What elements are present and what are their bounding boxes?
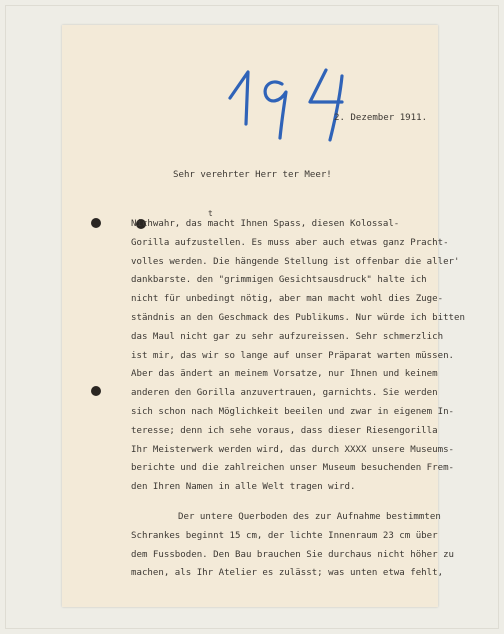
folio-number-drawing: [224, 58, 358, 148]
body-line: Ihr Meisterwerk werden wird, das durch XXXX unsere Museums-: [131, 444, 455, 455]
letter-body: [131, 219, 465, 587]
body-line: berichte und die zahlreichen unser Museum besuchenden Frem-: [131, 463, 455, 474]
body-line: dem Fussboden. Den Bau brauchen Sie durchaus nicht höher zu: [131, 549, 455, 560]
body-line: sich schon nach Möglichkeit beeilen und zwar in eigenem In-: [131, 406, 455, 417]
body-line: Aber das ändert an meinem Vorsatze, nur Ihnen und keinem: [131, 369, 438, 380]
body-line: Der untere Querboden des zur Aufnahme bestimmten: [178, 511, 441, 522]
letter-salutation: Sehr verehrter Herr ter Meer!: [173, 170, 332, 180]
handwritten-folio-number: [224, 58, 358, 148]
body-line: Gorilla aufzustellen. Es muss aber auch etwas ganz Pracht-: [131, 237, 449, 248]
body-line: Nichwahr, das macht Ihnen Spass, diesen Kolossal-: [131, 219, 400, 229]
body-line: das Maul nicht gar zu sehr aufzureissen. Sehr schmerzlich: [131, 331, 444, 342]
punch-hole: [91, 218, 101, 228]
folio-number-text: [224, 58, 226, 59]
body-line: volles werden. Die hängende Stellung ist offenbar die aller': [131, 256, 460, 267]
letter-date: 2. Dezember 1911.: [334, 113, 428, 123]
body-line: nicht für unbedingt nötig, aber man macht wohl dies Zuge-: [131, 294, 444, 305]
punch-hole: [91, 386, 101, 396]
inserted-letter-mark: t: [208, 209, 213, 218]
body-line: dankbarste. den "grimmigen Gesichtsausdruck" halte ich: [131, 275, 427, 286]
body-line: Schrankes beginnt 15 cm, der lichte Innenraum 23 cm über: [131, 530, 438, 541]
body-line: ist mir, das wir so lange auf unser Präparat warten müssen.: [131, 350, 455, 361]
body-line: ständnis an den Geschmack des Publikums. Nur würde ich bitten: [131, 312, 465, 323]
body-line: teresse; denn ich sehe voraus, dass dieser Riesengorilla: [131, 425, 438, 436]
body-line: den Ihren Namen in alle Welt tragen wird.: [131, 482, 356, 493]
body-line: machen, als Ihr Atelier es zulässt; was unten etwa fehlt,: [131, 568, 444, 579]
body-line: anderen den Gorilla anzuvertrauen, garnichts. Sie werden: [131, 388, 438, 399]
